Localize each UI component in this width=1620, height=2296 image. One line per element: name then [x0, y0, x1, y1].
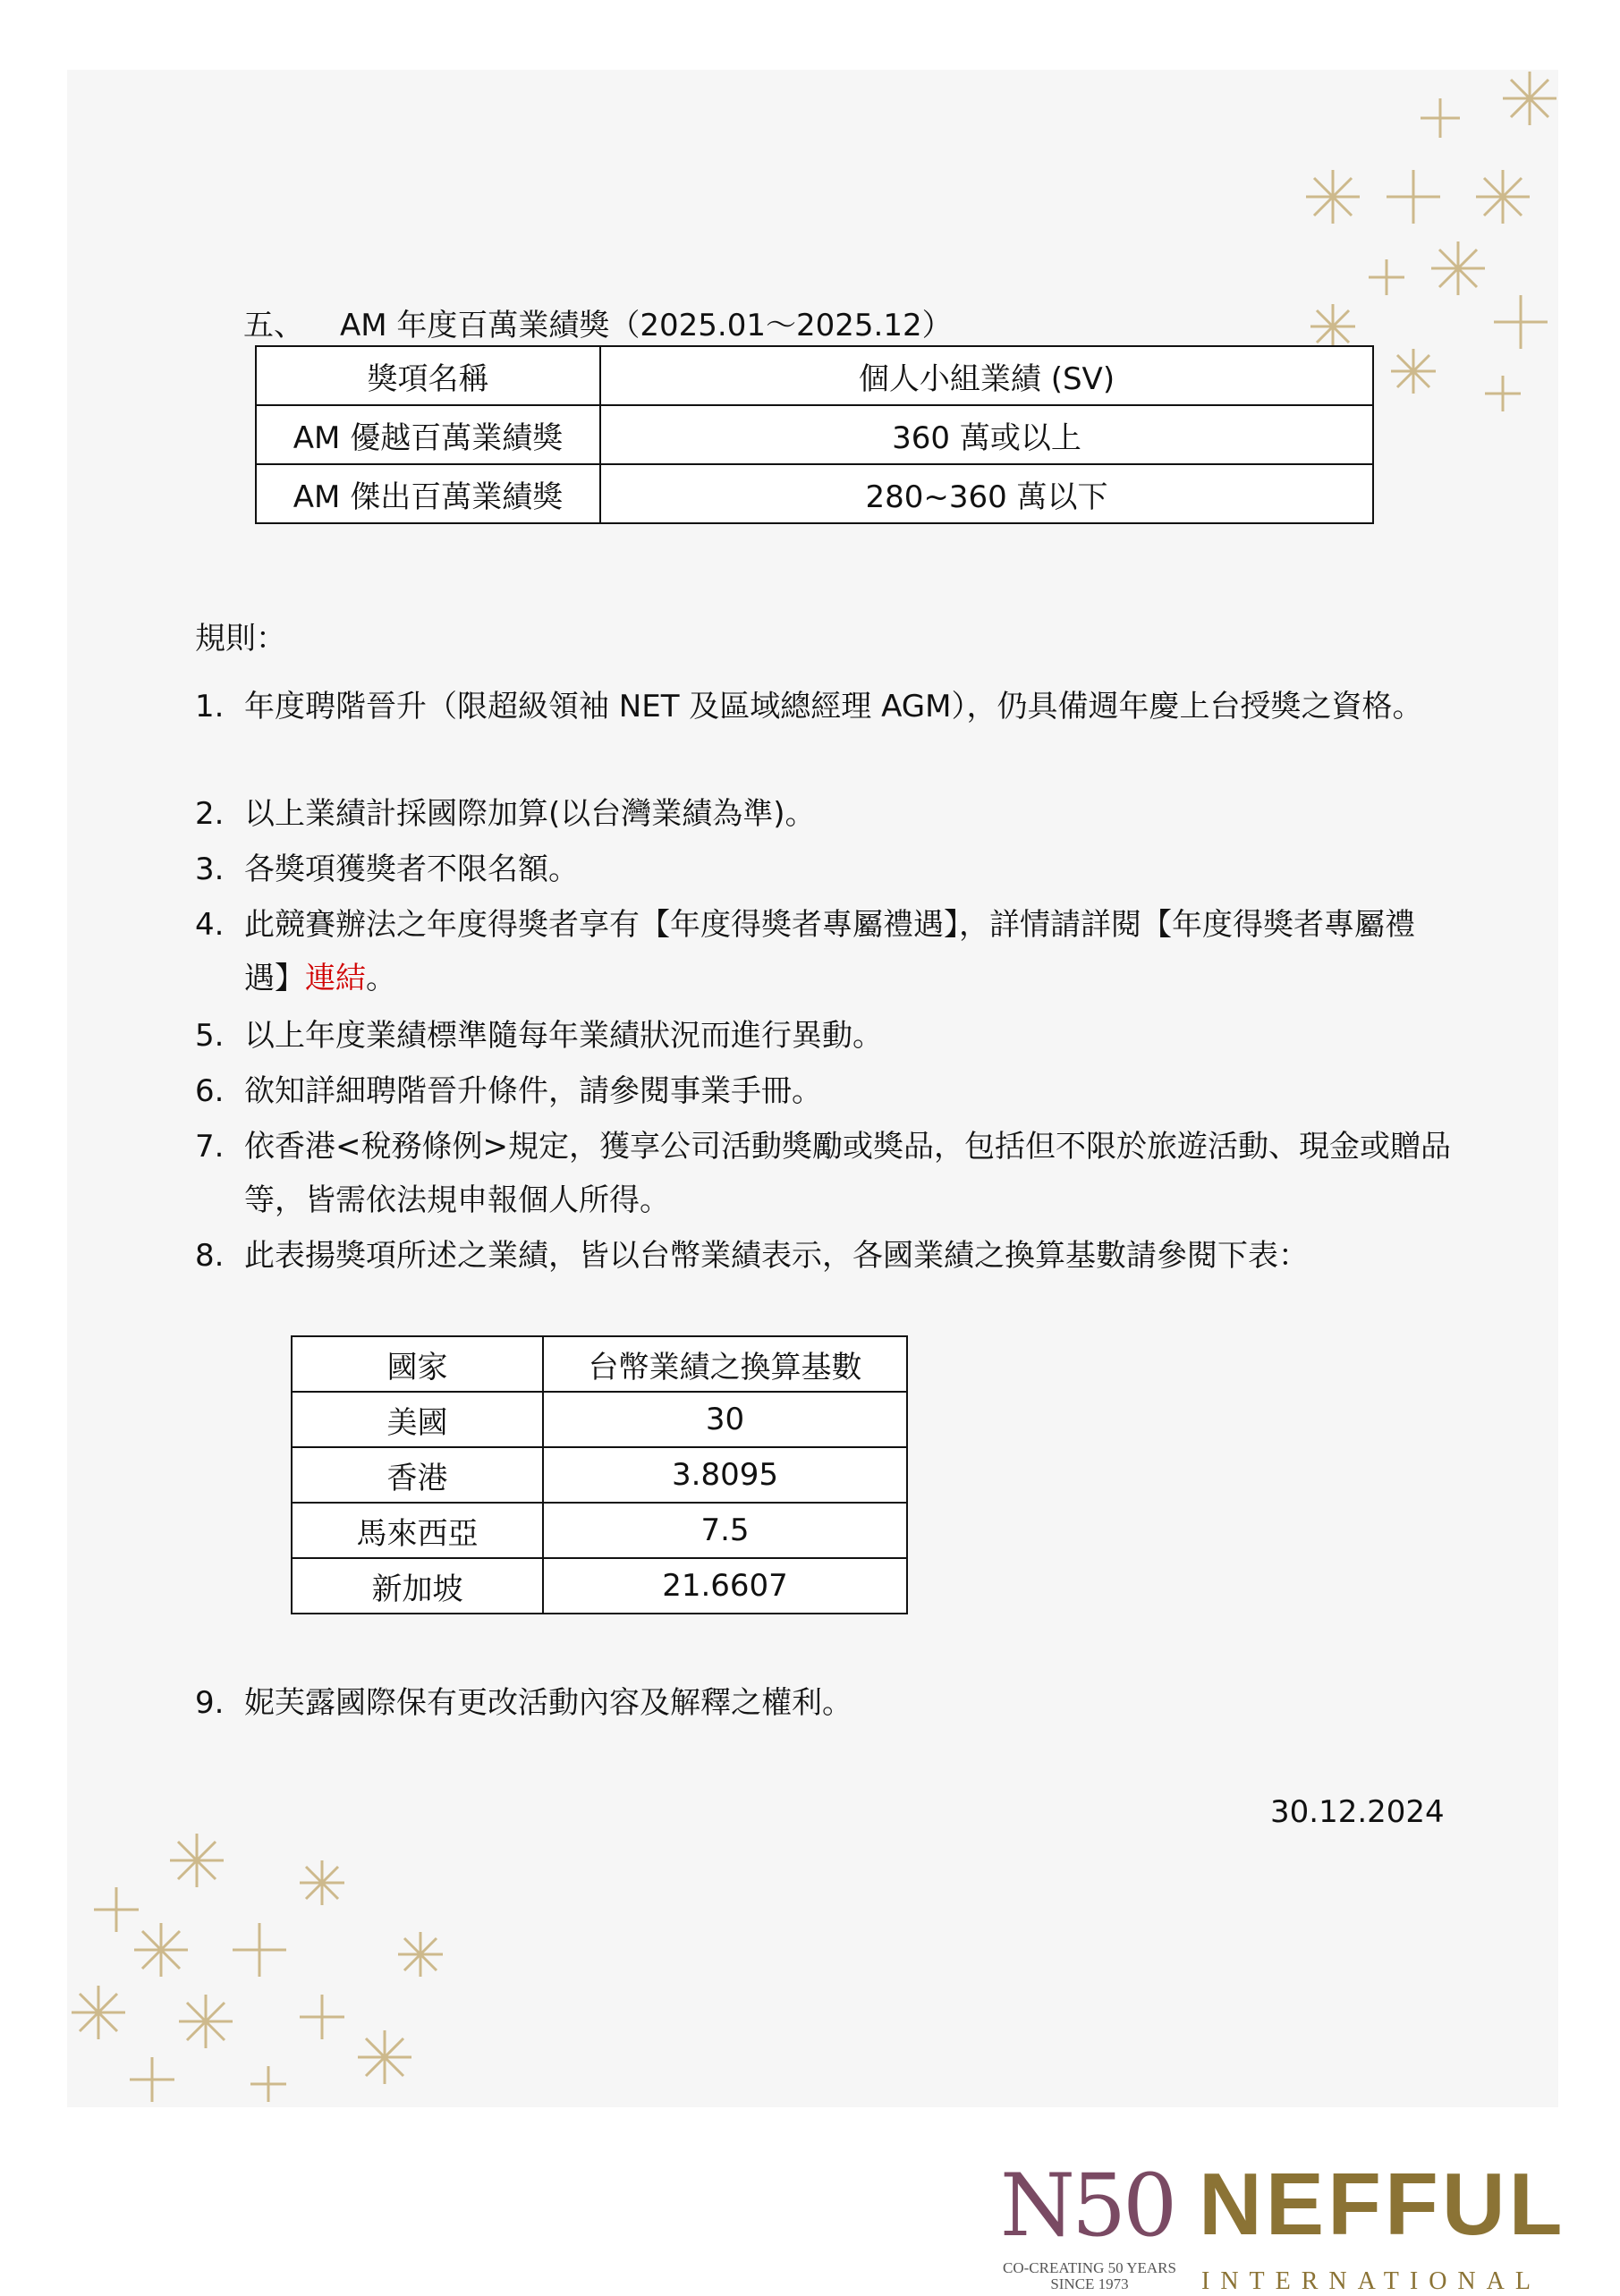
rule-text: 年度聘階晉升（限超級領袖 NET 及區域總經理 AGM），仍具備週年慶上台授獎之資格。 — [244, 689, 1423, 724]
table-cell: 3.8095 — [543, 1447, 907, 1503]
table-header-row — [292, 1336, 907, 1392]
table-cell: 360 萬或以上 — [600, 405, 1373, 464]
rule-number: 6. — [195, 1073, 225, 1109]
table-row — [256, 464, 1373, 523]
rule-text: 各獎項獲獎者不限名額。 — [244, 851, 579, 887]
table-cell: 7.5 — [543, 1503, 907, 1558]
rule-number: 2. — [195, 796, 225, 832]
rule-text-before: 此競賽辦法之年度得獎者享有【年度得獎者專屬禮遇】，詳情請詳閱【年度得獎者專屬禮遇】 — [244, 907, 1415, 996]
rule-number: 9. — [195, 1685, 225, 1721]
rule-text: 依香港<稅務條例>規定，獲享公司活動獎勵或獎品，包括但不限於旅遊活動、現金或贈品等，皆需依法規申報個人所得。 — [244, 1129, 1451, 1218]
conversion-rate-table — [291, 1335, 908, 1614]
n50-tagline — [1000, 2260, 1179, 2292]
document-date: 30.12.2024 — [1270, 1794, 1445, 1830]
table-row — [292, 1503, 907, 1558]
section-title-text: AM 年度百萬業績獎（2025.01～2025.12） — [340, 308, 953, 343]
table-row — [292, 1558, 907, 1614]
table-row — [292, 1392, 907, 1447]
link-text[interactable]: 連結 — [305, 961, 366, 996]
rule-text: 欲知詳細聘階晉升條件，請參閱事業手冊。 — [244, 1073, 822, 1109]
rule-number: 1. — [195, 689, 225, 724]
table-header-row — [256, 346, 1373, 405]
decorative-sparkle-pattern-bottom-left — [63, 1825, 483, 2111]
table-cell: AM 傑出百萬業績獎 — [256, 464, 600, 523]
table-row — [256, 405, 1373, 464]
table-cell: 馬來西亞 — [292, 1503, 543, 1558]
rule-number: 3. — [195, 851, 225, 887]
table-header-cell: 獎項名稱 — [256, 346, 600, 405]
n50-logo: N50 — [1000, 2156, 1175, 2256]
n50-tagline-line1: CO-CREATING 50 YEARS — [1003, 2259, 1176, 2276]
table-header-cell: 個人小組業績 (SV) — [600, 346, 1373, 405]
table-cell: 280~360 萬以下 — [600, 464, 1373, 523]
rule-text-after: 。 — [366, 961, 396, 996]
rule-text: 此表揚獎項所述之業績，皆以台幣業績表示，各國業績之換算基數請參閱下表： — [244, 1238, 1309, 1274]
table-header-cell: 台幣業績之換算基數 — [543, 1336, 907, 1392]
table-cell: 21.6607 — [543, 1558, 907, 1614]
n50-tagline-line2: SINCE 1973 — [1050, 2275, 1129, 2292]
table-cell: 新加坡 — [292, 1558, 543, 1614]
table-header-cell: 國家 — [292, 1336, 543, 1392]
nefful-international-text: INTERNATIONAL — [1201, 2267, 1541, 2295]
rules-heading: 規則： — [195, 621, 286, 657]
rule-number: 8. — [195, 1238, 225, 1274]
rule-number: 4. — [195, 907, 225, 943]
rule-text: 妮芙露國際保有更改活動內容及解釋之權利。 — [244, 1685, 852, 1721]
table-cell: 30 — [543, 1392, 907, 1447]
rule-text — [244, 898, 1452, 1005]
nefful-logo: NEFFUL — [1199, 2155, 1566, 2253]
rule-text: 以上業績計採國際加算(以台灣業績為準)。 — [244, 796, 816, 832]
table-cell: 美國 — [292, 1392, 543, 1447]
award-table — [255, 345, 1374, 524]
section-title — [243, 301, 953, 344]
rule-number: 5. — [195, 1018, 225, 1054]
rule-number: 7. — [195, 1129, 225, 1165]
table-cell: AM 優越百萬業績獎 — [256, 405, 600, 464]
rule-text: 以上年度業績標準隨每年業績狀況而進行異動。 — [244, 1018, 883, 1054]
table-row — [292, 1447, 907, 1503]
section-number: 五、 — [243, 308, 304, 343]
table-cell: 香港 — [292, 1447, 543, 1503]
